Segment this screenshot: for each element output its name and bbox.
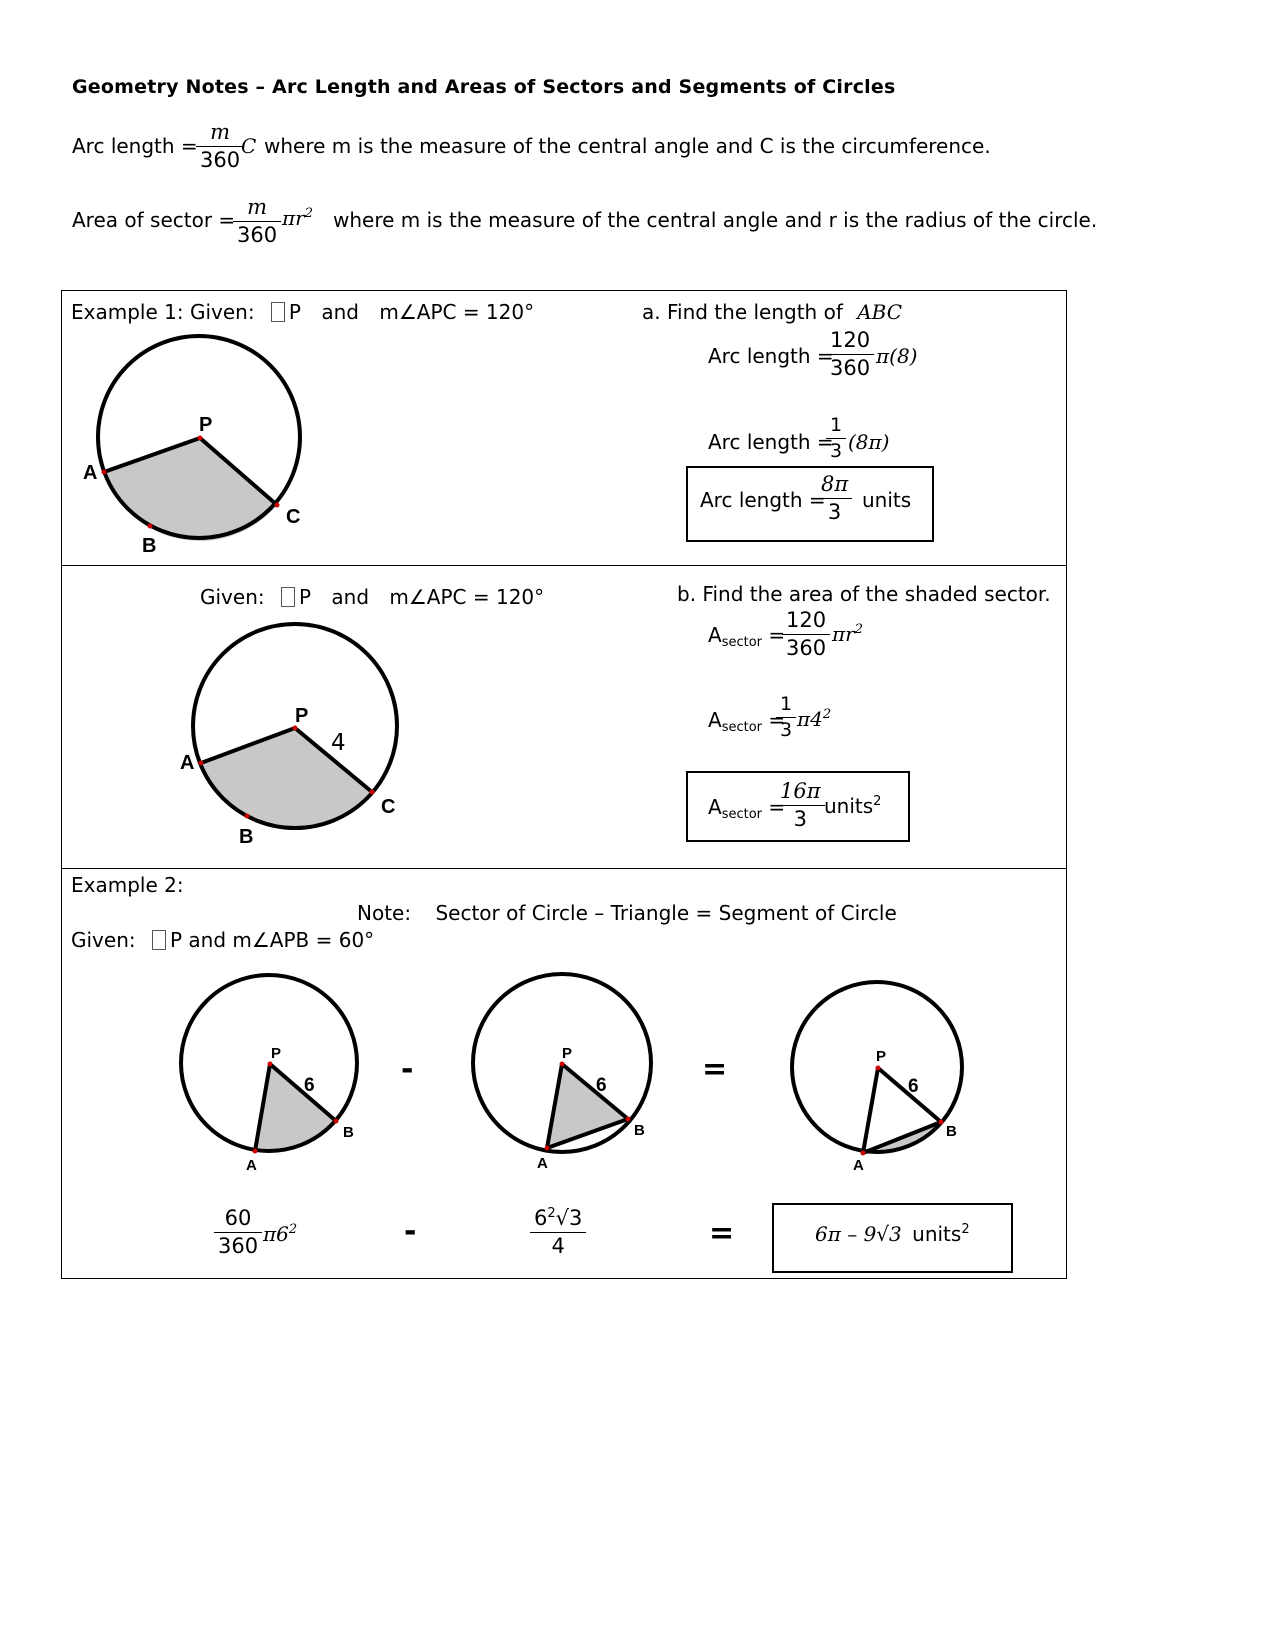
part-b-step2-tail (797, 707, 831, 731)
part-a-step1-tail: π(8) (876, 344, 918, 368)
label-a: A (246, 1157, 257, 1174)
part-b-step2-a: A (708, 708, 722, 732)
part-b-answer-units (824, 794, 881, 818)
example1-given-p: P (288, 300, 301, 324)
part-a-answer-num: 8π (821, 472, 849, 496)
example1-given (71, 300, 534, 324)
part-b-step2-fraction (776, 695, 796, 740)
label-radius: 6 (908, 1076, 919, 1097)
label-b: B (343, 1124, 354, 1141)
part-b-prompt: b. Find the area of the shaded sector. (677, 582, 1051, 606)
example2-note (357, 901, 897, 925)
part-a-answer-label: Arc length = (700, 488, 826, 512)
part-b-step1-eq: = (768, 623, 786, 647)
label-b: B (946, 1123, 957, 1140)
shaded-sector (201, 728, 372, 827)
part-b-step2-exp: 2 (822, 707, 832, 722)
label-p: P (562, 1045, 573, 1062)
part-b-answer-units-text: units (824, 794, 874, 818)
arc-formula-var: C (241, 134, 257, 158)
point-p (876, 1066, 881, 1071)
part-b-step1-den: 360 (782, 634, 830, 659)
example1-given-and: and (321, 300, 359, 324)
sector-formula-var (282, 206, 313, 230)
example2-segment-figure (786, 977, 971, 1162)
minus-operator-2: - (404, 1214, 417, 1249)
part-b-answer-lhs (708, 795, 785, 822)
example2-answer-main: 6π – 9√3 (815, 1222, 902, 1246)
part-a-prompt (642, 300, 902, 324)
arc-formula-label: Arc length = (72, 134, 198, 158)
point-a (253, 1149, 258, 1154)
label-a: A (537, 1155, 548, 1172)
example2-given-rest: P and m∠APB = 60° (169, 928, 375, 952)
point-a (545, 1146, 550, 1151)
label-c: C (381, 796, 396, 818)
point-a (199, 761, 204, 766)
expr2-den: 4 (530, 1232, 586, 1257)
example2-sector-figure (176, 972, 366, 1162)
page-title: Geometry Notes – Arc Length and Areas of Sectors and Segments of Circles (72, 76, 896, 98)
label-radius: 4 (331, 730, 346, 756)
sector-formula-exp: 2 (304, 206, 313, 221)
arc-formula-desc: where m is the measure of the central angle and C is the circumference. (264, 134, 991, 158)
part-b-step2-lhs (708, 708, 785, 735)
label-radius: 6 (304, 1075, 315, 1096)
part-b-step2-num: 1 (780, 693, 793, 715)
point-b (334, 1119, 339, 1124)
example1b-given-p: P (298, 585, 312, 609)
example2-given-prefix: Given: (71, 928, 136, 952)
point-p (560, 1062, 565, 1067)
part-a-step1-fraction (826, 330, 874, 379)
divider-1 (61, 565, 1067, 566)
circle-symbol-icon (281, 587, 295, 607)
part-a-step1-label: Arc length = (708, 344, 834, 368)
sector-formula-num: m (247, 195, 267, 219)
label-p: P (876, 1048, 887, 1065)
example1b-given-and: and (331, 585, 370, 609)
radius-pa (863, 1068, 878, 1153)
part-a-step1-den: 360 (826, 354, 874, 379)
sector-formula-desc: where m is the measure of the central angle and r is the radius of the circle. (333, 208, 1098, 232)
part-a-answer-den: 3 (817, 498, 852, 523)
example2-answer-exp: 2 (961, 1222, 970, 1237)
point-b (245, 814, 250, 819)
part-a-step2-fraction (826, 416, 846, 461)
expr2-num-root: √3 (555, 1206, 583, 1230)
expr2-num-base: 6 (534, 1206, 548, 1230)
point-c (370, 790, 375, 795)
label-b: B (239, 826, 254, 848)
expr2-num (530, 1207, 586, 1232)
label-b: B (142, 535, 157, 557)
part-b-answer-den: 3 (776, 805, 825, 830)
example1b-given-prefix: Given: (200, 585, 265, 609)
part-a-step2-tail: (8π) (848, 430, 890, 454)
example1-given-angle: m∠APC = 120° (379, 300, 535, 324)
label-a: A (853, 1157, 864, 1174)
label-c: C (286, 506, 301, 528)
example1b-given (200, 585, 544, 609)
part-a-answer-fraction (817, 474, 852, 523)
label-a: A (83, 462, 98, 484)
expr1-num: 60 (224, 1206, 252, 1230)
part-a-step2-den: 3 (826, 438, 846, 461)
arc-formula-den: 360 (196, 146, 244, 171)
equals-operator: = (702, 1052, 728, 1087)
sector-formula-fraction (233, 197, 281, 246)
part-b-step1-num: 120 (786, 608, 827, 632)
part-b-answer-exp: 2 (873, 794, 882, 809)
point-a (102, 470, 107, 475)
label-p: P (271, 1045, 282, 1062)
label-a: A (180, 752, 195, 774)
part-b-step1-sub: sector (721, 635, 763, 650)
point-a (861, 1151, 866, 1156)
example2-label: Example 2: (71, 873, 184, 897)
expr2-fraction (530, 1207, 586, 1257)
example1-given-prefix: Example 1: Given: (71, 300, 255, 324)
arc-formula-fraction (196, 122, 244, 171)
label-radius: 6 (596, 1075, 607, 1096)
example1b-given-angle: m∠APC = 120° (389, 585, 545, 609)
example2-note-label: Note: (357, 901, 412, 925)
divider-2 (61, 868, 1067, 869)
part-b-answer-fraction (776, 781, 825, 830)
equals-operator-2: = (709, 1216, 735, 1251)
part-b-answer-a: A (708, 795, 722, 819)
part-b-answer-sub: sector (721, 807, 763, 822)
circle-symbol-icon (271, 302, 285, 322)
example2-given (71, 928, 374, 952)
part-a-answer-units: units (862, 488, 912, 512)
label-b: B (634, 1122, 645, 1139)
expr1-tail-text: π6 (263, 1222, 289, 1246)
circle-symbol-icon (152, 930, 166, 950)
example2-answer (815, 1222, 970, 1246)
label-p: P (199, 414, 213, 436)
part-b-step2-sub: sector (721, 720, 763, 735)
sector-formula-den: 360 (233, 221, 281, 246)
label-p: P (295, 705, 309, 727)
part-b-answer-eq: = (768, 795, 786, 819)
part-a-step2-num: 1 (830, 414, 843, 436)
expr1-den: 360 (214, 1232, 262, 1257)
point-b (148, 524, 153, 529)
part-b-step2-tail-text: π4 (797, 707, 823, 731)
part-b-step1-fraction (782, 610, 830, 659)
part-b-step2-den: 3 (776, 717, 796, 740)
example2-triangle-figure (467, 972, 657, 1162)
example2-note-text: Sector of Circle – Triangle = Segment of Circle (435, 901, 897, 925)
sector-formula-var-text: πr (282, 206, 305, 230)
example2-answer-units: units (912, 1222, 962, 1246)
point-c (275, 503, 280, 508)
expr1-tail (263, 1222, 297, 1246)
expr2-num-exp: 2 (547, 1206, 556, 1221)
part-a-step2-label: Arc length = (708, 430, 834, 454)
sector-formula-label: Area of sector = (72, 208, 236, 232)
part-a-step1-num: 120 (830, 328, 871, 352)
part-b-step1-lhs (708, 623, 785, 650)
part-b-step1-a: A (708, 623, 722, 647)
point-p (268, 1062, 273, 1067)
part-a-arc-name: ABC (857, 300, 903, 324)
part-a-prompt-text: a. Find the length of (642, 300, 843, 324)
minus-operator: - (401, 1052, 414, 1087)
arc-formula-num: m (210, 120, 230, 144)
point-b (626, 1117, 631, 1122)
point-b (939, 1120, 944, 1125)
part-b-answer-num: 16π (780, 779, 821, 803)
expr1-exp: 2 (288, 1222, 298, 1237)
part-b-step1-tail-text: πr (832, 622, 855, 646)
part-b-step1-exp: 2 (854, 622, 863, 637)
part-b-step2-eq: = (768, 708, 786, 732)
part-b-step1-tail (832, 622, 863, 646)
expr1-fraction (214, 1208, 262, 1257)
